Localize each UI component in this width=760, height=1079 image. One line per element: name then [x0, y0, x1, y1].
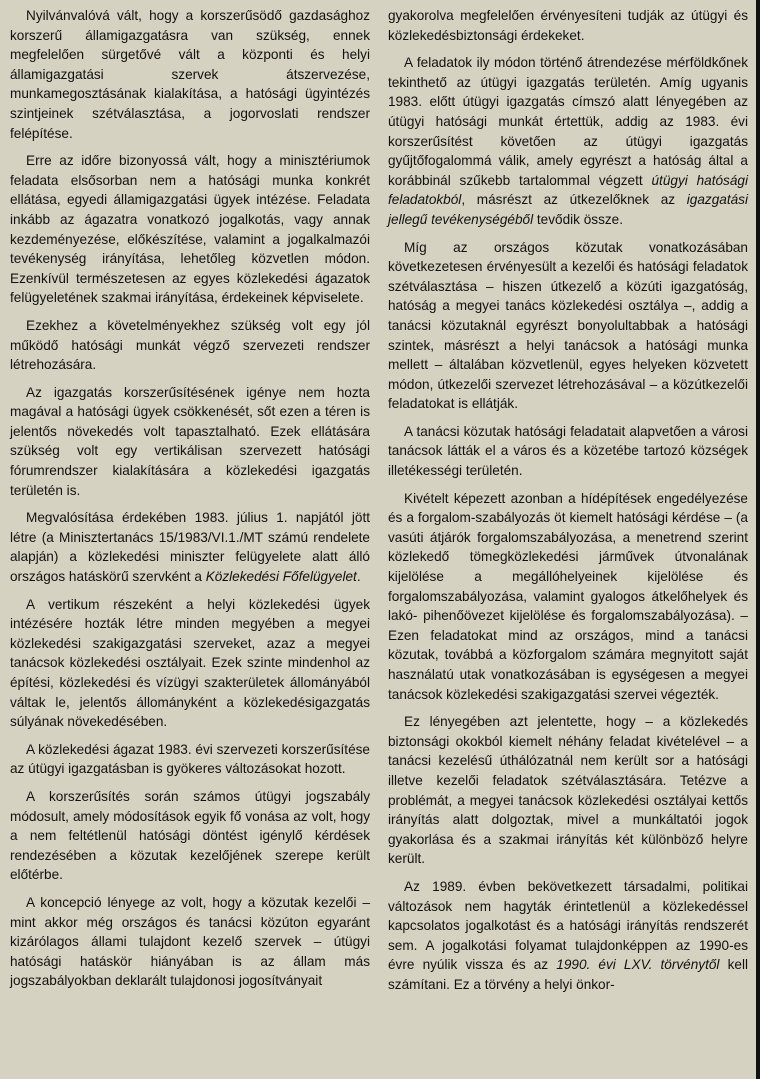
- paragraph: [10, 595, 370, 732]
- text-run: Míg az országos közutak vonatkozásában következetesen érvényesült a kezelői és hatósági feladatok szétválasztása – hiszen útkezelő a közúti igazgatóság, hatóság a megyei tanács közlekedési osztálya –, addig a tanácsi közutaknál egyrészt bonyolultabbak a hatósági szintek, másrészt a helyi tanácsok a hatósági munka mellett – általában közvetlenül, egyes helyeken közvetett módon, útkezelői szervezet létrehozásával – a közútkezelői feladatokat is ellátják.: [388, 239, 748, 412]
- italic-text: 1990. évi LXV. törvénytől: [556, 957, 720, 973]
- text-run: tevődik össze.: [533, 211, 624, 227]
- text-run: Ezekhez a követelményekhez szükség volt egy jól működő hatósági munkát végző szervezeti rendszer létrehozására.: [10, 317, 370, 373]
- page-edge-border: [756, 0, 760, 1079]
- paragraph: [10, 787, 370, 885]
- text-run: Megvalósítása érdekében 1983. július 1. napjától jött létre (a Minisztertanács 15/1983/VI.1./MT számú rendelete alapján) a közlekedési miniszter felügyelete alatt álló országos hatáskörű szervként a: [10, 510, 370, 585]
- italic-text: igazgatási jellegű tevékenységéből: [388, 192, 748, 227]
- text-run: A vertikum részeként a helyi közlekedési ügyek intézésére hozták létre minden megyében a megyei közlekedési szakigazgatási szerveket, azaz a megyei tanácsok közlekedési osztályait. Ezek szinte mindenhol az építési, közlekedési és vízügyi szakterületek állományából váltak le, jelentős állományként a közlekedésigazgatás súlyának növekedésében.: [10, 596, 370, 730]
- paragraph: [388, 877, 748, 995]
- text-run: Az igazgatás korszerűsítésének igénye nem hozta magával a hatósági ügyek csökkenését, sőt ezen a téren is jelentős növekedés volt tapasztalható. Ezek ellátására szükség volt egy vertikálisan szervezett hatósági fórumrendszer kialakítására a közlekedési igazgatás területén is.: [10, 384, 370, 498]
- text-run: Erre az időre bizonyossá vált, hogy a minisztériumok feladata elsősorban nem a hatósági munka konkrét ellátása, egyedi államigazgatási ügyek intézése. Feladata inkább az ágazatra vonatkozó jogalkotás, vagy annak kezdeményezése, előkészítése, valamint a jogalkalmazói tevékenység irányítása, lehetőleg közvetlen módon. Ezenkívül természetesen az egyes közlekedési ágazatok felügyeletének szakmai irányítása, érdekeinek képviselete.: [10, 153, 370, 306]
- text-run: A közlekedési ágazat 1983. évi szervezeti korszerűsítése az útügyi igazgatásban is gyökeres változásokat hozott.: [10, 741, 370, 777]
- left-text-column: [10, 6, 370, 1079]
- text-run: .: [356, 569, 361, 585]
- paragraph: [388, 6, 748, 45]
- text-run: Az 1989. évben bekövetkezett társadalmi, politikai változások nem hagyták érintetlenül a közlekedéssel kapcsolatos jogalkotást és a hatósági irányítás rendszerét sem. A jogalkotási folyamat tulajdonképpen az 1990-es évre nyúlik vissza és az: [388, 878, 748, 973]
- text-run: kell számítani. Ez a törvény a helyi önkor-: [388, 957, 748, 992]
- paragraph: [388, 712, 748, 869]
- text-run: A korszerűsítés során számos útügyi jogszabály módosult, amely módosítások egyik fő vonása az volt, hogy a nem feltétlenül hatósági döntést igénylő kérdések rendezésében a közutak kezelőjének szerepe került előtérbe.: [10, 788, 370, 883]
- paragraph: [10, 151, 370, 308]
- right-text-column: [388, 6, 748, 1079]
- italic-text: Közlekedési Főfelügyelet: [205, 569, 357, 585]
- paragraph: [10, 508, 370, 586]
- text-run: A tanácsi közutak hatósági feladatait alapvetően a városi tanácsok látták el a város és a közetébe tartozó községek illetékességi területén.: [388, 423, 748, 479]
- text-run: Nyilvánvalóvá vált, hogy a korszerűsödő gazdasághoz korszerű államigazgatásra van szükség, ennek megfelelően sürgetővé vált a központi és helyi államigazgatási szervek átszervezése, munkamegosztásának kialakítása, a hatósági ügyintézés szintjeinek szétválasztása, a jogorvoslati rendszer felépítése.: [10, 8, 370, 141]
- text-run: A feladatok ily módon történő átrendezése mérföldkőnek tekinthető az útügyi igazgatás területén. Amíg ugyanis 1983. előtt útügyi igazgatás címszó alatt lényegében az útügyi hatósági munkát értettük, addig az 1983. évi korszerűsítést követően az útügyi igazgatás gyűjtőfogalommá válik, amely egyrészt a hatóság által a korábbinál szűkebb tartalommal végzett: [388, 55, 748, 188]
- text-run: gyakorolva megfelelően érvényesíteni tudják az útügyi és közlekedésbiztonsági érdekeket.: [388, 8, 748, 43]
- paragraph: [388, 238, 748, 414]
- paragraph: [10, 740, 370, 779]
- paragraph: [10, 893, 370, 991]
- italic-text: útügyi hatósági feladatokból: [388, 172, 748, 208]
- paragraph: [388, 53, 748, 229]
- paragraph: [10, 6, 370, 143]
- paragraph: [10, 316, 370, 375]
- text-run: A koncepció lényege az volt, hogy a közutak kezelői – mint akkor még országos és tanácsi közúton egyaránt kizárólagos állami tulajdont kezelő szervek – útügyi hatósági hatáskör hiányában is az állam más jogszabályokban deklarált tulajdonosi jogosítványait: [10, 894, 370, 989]
- text-run: Kivételt képezett azonban a hídépítések engedélyezése és a forgalom-szabályozás öt kiemelt hatósági kérdése – (a vasúti átjárók forgalomszabályozása, a menetrend szerint közlekedő tömegközlekedési járművek útvonalának kijelölése a megállóhelyeinek kijelölése és forgalomszabályozása, valamint gyalogos átkelőhelyek és lakó- pihenőövezet kijelölése és forgalomszabályozása). – Ezen feladatokat mind az országos, mind a tanácsi közutak, továbbá a közforgalom számára megnyitott saját használatú utak vonatkozásában is egységesen a megyei tanácsok közlekedési szakigazgatási szervei végezték.: [388, 490, 748, 702]
- paragraph: [388, 489, 748, 705]
- paragraph: [388, 422, 748, 481]
- paragraph: [10, 383, 370, 501]
- text-run: Ez lényegében azt jelentette, hogy – a közlekedés biztonsági okokból kiemelt néhány feladat kivételével – a tanácsi kezelésű úthálózatnál nem került sor a hatósági illetve kezelői feladatok szétválasztására. Tetézve a problémát, a megyei tanácsok közlekedési osztályai kettős irányítás alatt dolgoztak, mivel a munkáltatói jogok gyakorlása és a szakmai irányítás két különböző helyre került.: [388, 714, 748, 867]
- text-run: , másrészt az útkezelőknek az: [461, 192, 687, 208]
